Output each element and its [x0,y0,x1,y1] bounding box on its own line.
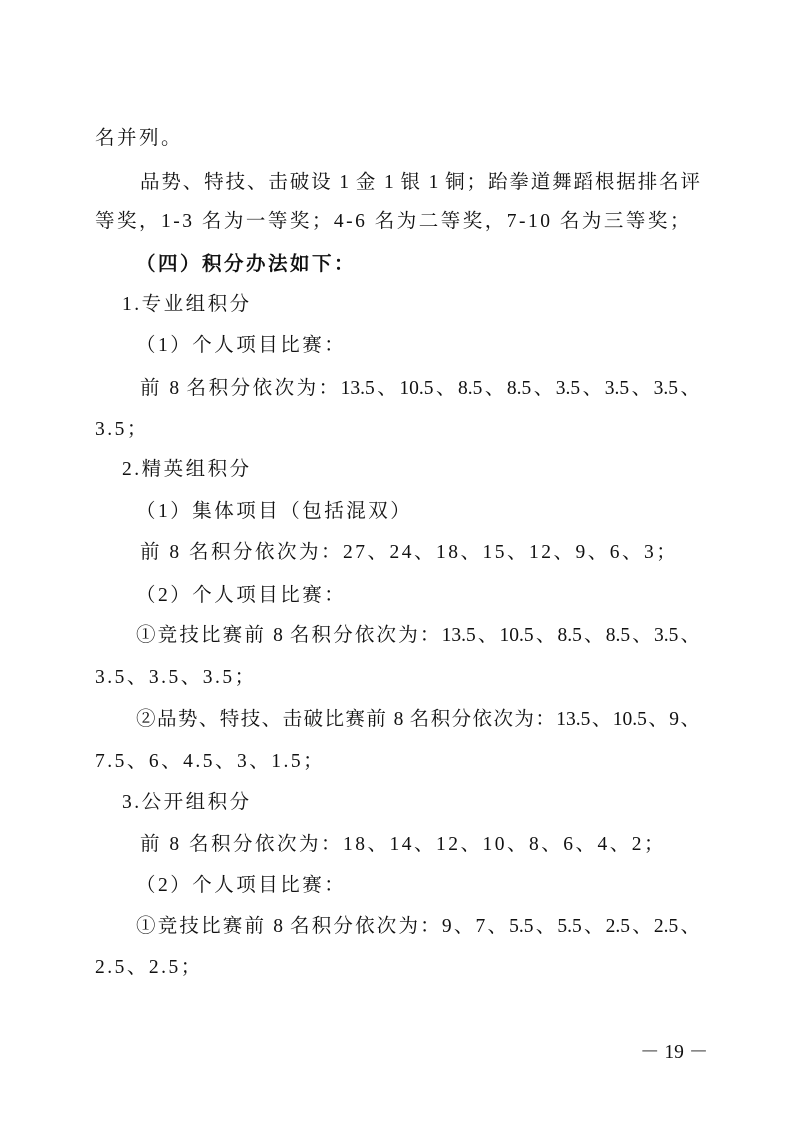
text-line: 3.5； [95,419,149,440]
text-line: （1）个人项目比赛： [136,335,347,356]
text-line: ②品势、特技、击破比赛前 8 名积分依次为：13.5、10.5、9、 [136,709,700,730]
text-line: 前 8 名积分依次为：18、14、12、10、8、6、4、2； [140,834,667,855]
text-line: ①竞技比赛前 8 名积分依次为：13.5、10.5、8.5、8.5、3.5、 [136,625,700,646]
text-line: 品势、特技、击破设 1 金 1 银 1 铜；跆拳道舞蹈根据排名评 [140,172,700,193]
text-line: 前 8 名积分依次为：13.5、10.5、8.5、8.5、3.5、3.5、3.5、 [140,378,700,399]
text-line: （2）个人项目比赛： [136,585,347,606]
text-line: 7.5、6、4.5、3、1.5； [95,751,326,772]
text-line: ①竞技比赛前 8 名积分依次为：9、7、5.5、5.5、2.5、2.5、 [136,916,700,937]
text-line: 前 8 名积分依次为：27、24、18、15、12、9、6、3； [140,542,679,563]
text-line: 2.5、2.5； [95,957,203,978]
text-line: （2）个人项目比赛： [136,875,347,896]
subsection-heading: 2.精英组积分 [122,459,252,480]
text-line: （1）集体项目（包括混双） [136,501,413,522]
text-line: 3.5、3.5、3.5； [95,667,257,688]
subsection-heading: 1.专业组积分 [122,294,252,315]
text-line: 名并列。 [95,128,184,149]
subsection-heading: 3.公开组积分 [122,792,252,813]
text-line: 等奖，1-3 名为一等奖；4-6 名为二等奖，7-10 名为三等奖； [95,211,692,232]
section-heading: （四）积分办法如下： [136,254,357,275]
page-number: － 19 － [640,1042,709,1063]
